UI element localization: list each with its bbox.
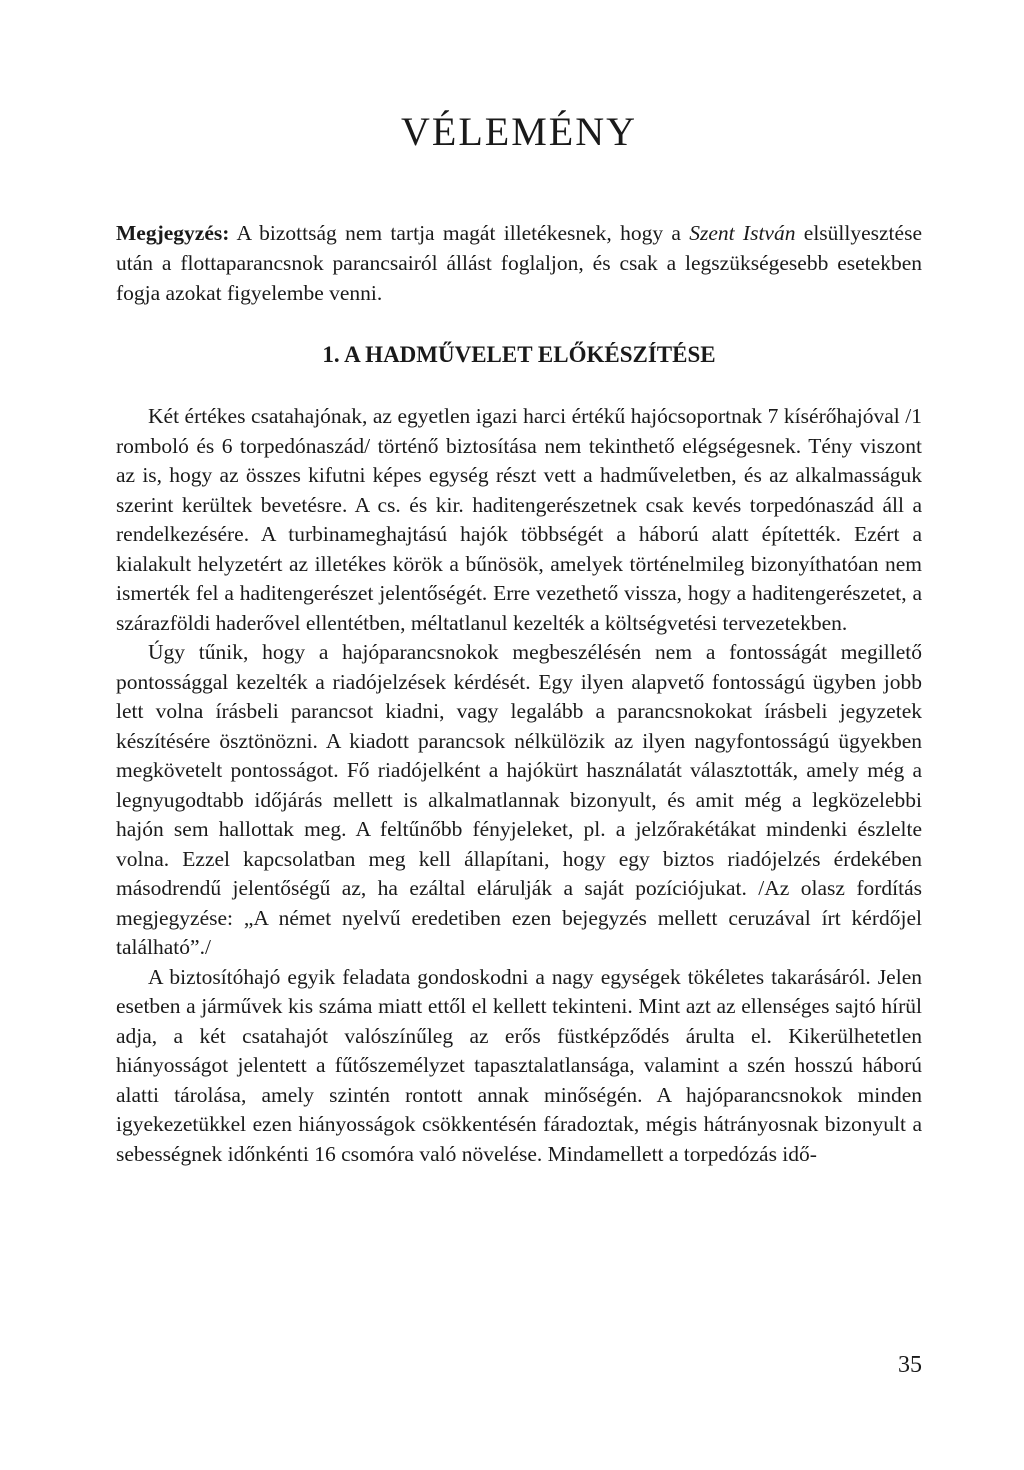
note-text-after: elsüllyesztése után a flottaparancsnok parancsairól állást foglaljon, és csak a legszükségesebb esetekben fogja azokat figyelembe venni. bbox=[116, 221, 922, 305]
note-label: Megjegyzés: bbox=[116, 221, 230, 245]
note-paragraph bbox=[116, 218, 922, 308]
document-page bbox=[116, 0, 922, 1470]
body-paragraph-3: A biztosítóhajó egyik feladata gondoskodni a nagy egységek tökéletes takarásáról. Jelen esetben a járművek kis száma miatt ettől el kellett tekinteni. Mint azt az ellenséges sajtó hírül adja, a két csatahajót valószínűleg az erős füstképződés árulta el. Kikerülhetetlen hiányosságot jelentett a fűtőszemélyzet tapasztalatlansága, valamint a szén hosszú háború alatti tárolása, amely szintén rontott annak minőségén. A hajóparancsnokok minden igyekezetükkel ezen hiányosságok csökkentésén fáradoztak, mégis hátrányosnak bizonyult a sebességnek időnkénti 16 csomóra való növelése. Mindamellett a torpedózás idő- bbox=[116, 964, 922, 1166]
page-number: 35 bbox=[898, 1352, 922, 1378]
body-text bbox=[116, 402, 922, 1169]
note-ship-name: Szent István bbox=[689, 221, 796, 245]
body-paragraph-1: Két értékes csatahajónak, az egyetlen igazi harci értékű hajócsoportnak 7 kísérőhajóval /1 romboló és 6 torpedónaszád/ történő biztosítása nem tekinthető elégségesnek. Tény viszont az is, hogy az összes kifutni képes egység részt vett a hadműveletben, és az alkalmasságuk szerint kerültek bevetésre. A cs. és kir. haditengerészetnek csak kevés torpedónaszád áll a rendelkezésére. A turbinameghajtású hajók többségét a háború alatt építették. Ezért a kialakult helyzetért az illetékes körök a bűnösök, amelyek történelmileg bizonyíthatóan nem ismerték fel a haditengerészet jelentőségét. Erre vezethető vissza, hogy a haditengerészetet, a szárazföldi haderővel ellentétben, méltatlanul kezelték a költségvetési tervezetekben. bbox=[116, 404, 922, 635]
body-paragraph-2: Úgy tűnik, hogy a hajóparancsnokok megbeszélésén nem a fontosságát megillető pontossággal kezelték a riadójelzések kérdését. Egy ilyen alapvető fontosságú ügyben jobb lett volna írásbeli parancsot kiadni, vagy legalább a parancsnokokat írásbeli jegyzetek készítésére ösztönözni. A kiadott parancsok nélkülözik az ilyen nagyfontosságú ügyekben megkövetelt pontosságot. Fő riadójelként a hajókürt használatát választották, amely még a legnyugodtabb időjárás mellett is alkalmatlannak bizonyult, és amit még a legközelebbi hajón sem hallottak meg. A feltűnőbb fényjeleket, pl. a jelzőrakétákat mindenki észlelte volna. Ezzel kapcsolatban meg kell állapítani, hogy egy biztos riadójelzés érdekében másodrendű jelentőségű az, ha ezáltal elárulják a saját pozíciójukat. /Az olasz fordítás megjegyzése: „A német nyelvű eredetiben ezen bejegyzés mellett ceruzával írt kérdőjel található”./ bbox=[116, 640, 922, 959]
page-title: VÉLEMÉNY bbox=[401, 109, 637, 154]
section-heading: 1. A HADMŰVELET ELŐKÉSZÍTÉSE bbox=[322, 342, 716, 367]
note-text-before: A bizottság nem tartja magát illetékesnek, hogy a bbox=[229, 221, 690, 245]
